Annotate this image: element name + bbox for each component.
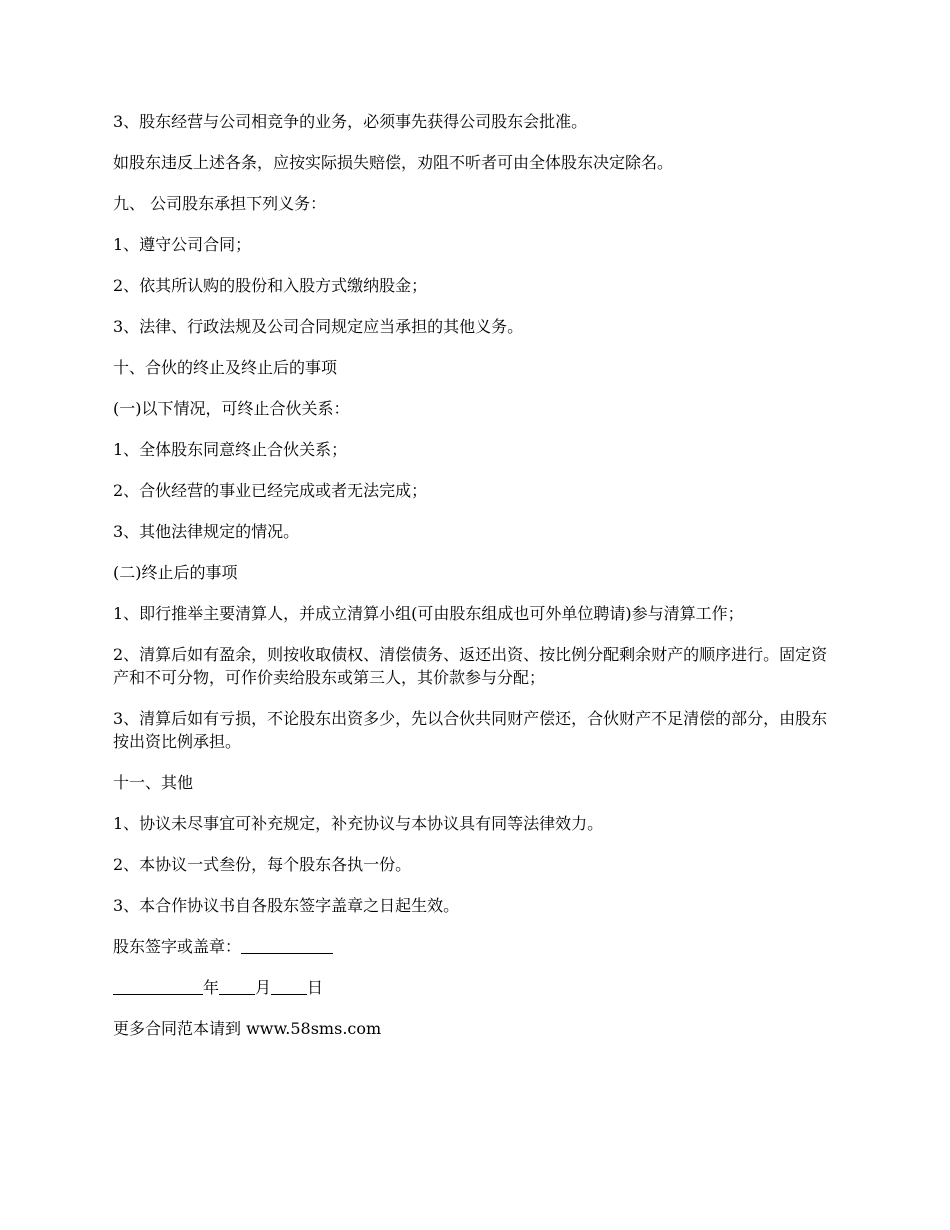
liquidation-2: 2、清算后如有盈余，则按收取债权、清偿债务、返还出资、按比例分配剩余财产的顺序进行。固定资产和不可分物，可作价卖给股东或第三人，其价款参与分配；	[113, 645, 828, 687]
clause-3-shareholder-competition: 3、股东经营与公司相竞争的业务，必须事先获得公司股东会批准。	[113, 112, 588, 131]
liquidation-1: 1、即行推举主要清算人，并成立清算小组(可由股东组成也可外单位聘请)参与清算工作；	[113, 604, 744, 623]
termination-3: 3、其他法律规定的情况。	[113, 522, 300, 541]
footer-link-text: 更多合同范本请到 www.58sms.com	[113, 1019, 382, 1038]
subsection-1-heading: (一)以下情况，可终止合伙关系：	[113, 399, 350, 418]
year-label: 年	[203, 978, 220, 997]
signature-blank	[241, 937, 333, 954]
subsection-2-heading: (二)终止后的事项	[113, 563, 238, 582]
signature-label: 股东签字或盖章：	[113, 937, 242, 956]
year-blank	[113, 978, 203, 995]
section-11-heading: 十一、其他	[113, 773, 194, 792]
section-10-heading: 十、合伙的终止及终止后的事项	[113, 358, 338, 377]
month-blank	[219, 978, 255, 995]
day-label: 日	[307, 978, 324, 997]
other-2: 2、本协议一式叁份，每个股东各执一份。	[113, 855, 412, 874]
obligation-3: 3、法律、行政法规及公司合同规定应当承担的其他义务。	[113, 317, 524, 336]
termination-2: 2、合伙经营的事业已经完成或者无法完成；	[113, 481, 428, 500]
termination-1: 1、全体股东同意终止合伙关系；	[113, 440, 348, 459]
liquidation-3: 3、清算后如有亏损，不论股东出资多少，先以合伙共同财产偿还，合伙财产不足清偿的部分，由股东按出资比例承担。	[113, 709, 828, 751]
day-blank	[271, 978, 307, 995]
section-9-heading: 九、 公司股东承担下列义务：	[113, 194, 327, 213]
obligation-1: 1、遵守公司合同；	[113, 235, 252, 254]
signature-line	[113, 935, 833, 958]
other-3: 3、本合作协议书自各股东签字盖章之日起生效。	[113, 896, 460, 915]
date-line	[113, 976, 833, 999]
clause-violation-compensation: 如股东违反上述各条，应按实际损失赔偿，劝阻不听者可由全体股东决定除名。	[113, 153, 674, 172]
document-body	[113, 110, 833, 1058]
obligation-2: 2、依其所认购的股份和入股方式缴纳股金；	[113, 276, 428, 295]
month-label: 月	[255, 978, 272, 997]
other-1: 1、协议未尽事宜可补充规定，补充协议与本协议具有同等法律效力。	[113, 814, 604, 833]
